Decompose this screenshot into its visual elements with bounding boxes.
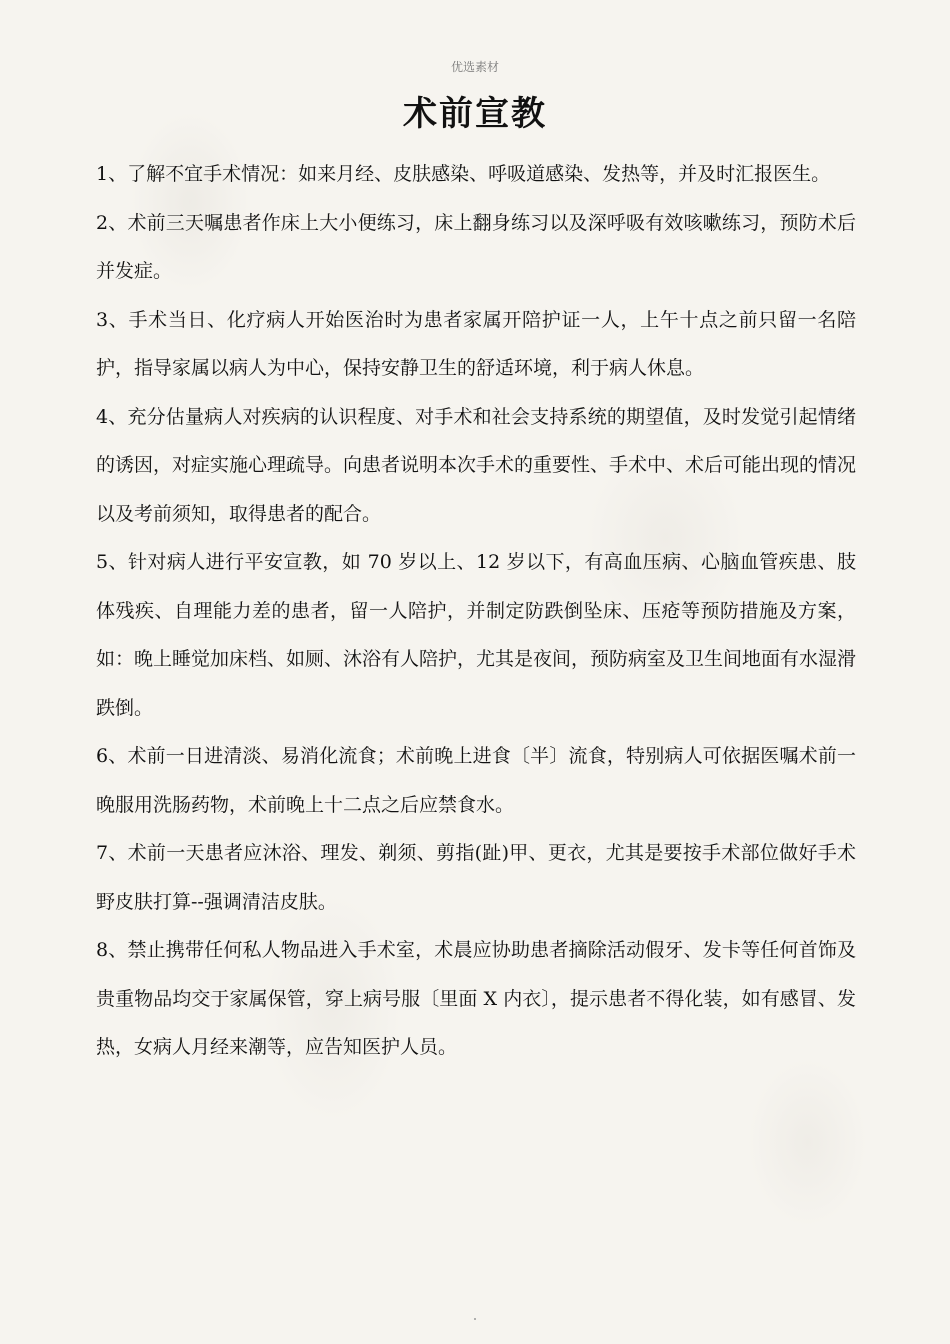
paragraph-7: 7、术前一天患者应沐浴、理发、剃须、剪指(趾)甲、更衣，尤其是要按手术部位做好手术野皮肤打算--强调清洁皮肤。	[96, 842, 856, 913]
paragraph-8: 8、禁止携带任何私人物品进入手术室，术晨应协助患者摘除活动假牙、发卡等任何首饰及贵重物品均交于家属保管，穿上病号服〔里面 X 内衣〕，提示患者不得化装，如有感冒、发热，女病人月经来潮等，应告知医护人员。	[96, 939, 856, 1058]
paragraph-3: 3、手术当日、化疗病人开始医治时为患者家属开陪护证一人，上午十点之前只留一名陪护，指导家属以病人为中心，保持安静卫生的舒适环境，利于病人休息。	[96, 308, 856, 379]
paragraph-5: 5、针对病人进行平安宣教，如 70 岁以上、12 岁以下，有高血压病、心脑血管疾患、肢体残疾、自理能力差的患者，留一人陪护，并制定防跌倒坠床、压疮等预防措施及方案，如：晚上睡觉加床档、如厕、沐浴有人陪护，尤其是夜间，预防病室及卫生间地面有水湿滑跌倒。	[96, 551, 857, 719]
header-label: 优选素材	[450, 60, 499, 74]
paragraph-4: 4、充分估量病人对疾病的认识程度、对手术和社会支持系统的期望值，及时发觉引起情绪的诱因，对症实施心理疏导。向患者说明本次手术的重要性、手术中、术后可能出现的情况以及考前须知，取得患者的配合。	[96, 405, 857, 525]
footer-dot	[474, 1318, 476, 1320]
paragraph-6: 6、术前一日进清淡、易消化流食；术前晚上进食〔半〕流食，特别病人可依据医嘱术前一晚服用洗肠药物，术前晚上十二点之后应禁食水。	[96, 745, 856, 816]
paragraph-1: 1、了解不宜手术情况：如来月经、皮肤感染、呼吸道感染、发热等，并及时汇报医生。	[96, 163, 831, 185]
paragraph-2: 2、术前三天嘱患者作床上大小便练习，床上翻身练习以及深呼吸有效咳嗽练习，预防术后并发症。	[96, 211, 856, 282]
document-title: 术前宣教	[403, 94, 547, 134]
document-body	[96, 150, 856, 1072]
